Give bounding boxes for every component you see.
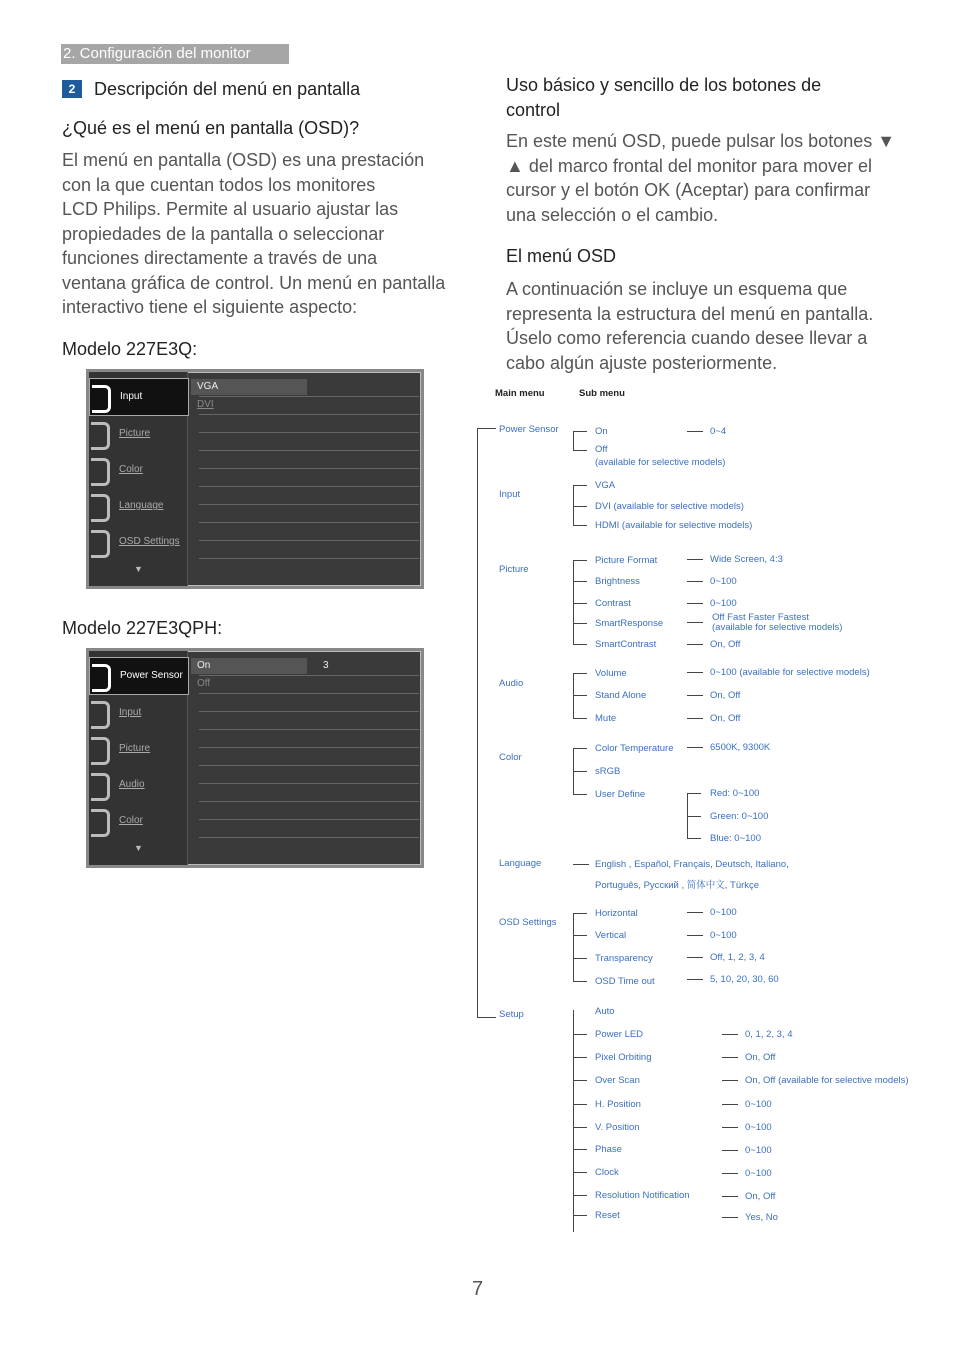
tree-label: 0~100: [745, 1122, 772, 1133]
tree-label: English , Español, Français, Deutsch, Italiano,: [595, 859, 789, 870]
osd-intro-line: interactivo tiene el siguiente aspecto:: [62, 297, 358, 317]
buttons-line: ▲ del marco frontal del monitor para mover el: [506, 155, 872, 176]
tree-branch: [573, 603, 587, 604]
tree-label: 6500K, 9300K: [710, 742, 771, 753]
osd-menu-label: Color: [119, 464, 143, 475]
osd-option-value: 3: [323, 660, 329, 671]
tree-label: VGA: [595, 480, 616, 491]
tree-dash: [687, 957, 703, 958]
tree-label: Color: [499, 752, 522, 763]
tree-label: Blue: 0~100: [710, 833, 761, 844]
tree-dash: [687, 431, 703, 432]
tree-label: Horizontal: [595, 908, 638, 919]
section-title: Descripción del menú en pantalla: [94, 79, 361, 99]
tree-dash: [687, 695, 703, 696]
tree-label: Vertical: [595, 930, 627, 941]
osd-menu-label: Picture: [119, 428, 151, 439]
osd-menu-heading: El menú OSD: [506, 246, 617, 266]
tree-sub-menu-header: Sub menu: [579, 388, 625, 399]
tree-dash: [722, 1217, 738, 1218]
osd-menu-label: Color: [119, 815, 143, 826]
section-number-badge: 2: [62, 80, 82, 98]
tree-label: V. Position: [595, 1122, 640, 1133]
buttons-line: una selección o el cambio.: [506, 204, 719, 225]
buttons-line: En este menú OSD, puede pulsar los botones ▼: [506, 131, 896, 151]
tree-bracket: [573, 913, 574, 981]
tree-main-menu-header: Main menu: [495, 388, 545, 399]
tree-label: 0~100: [745, 1145, 772, 1156]
tree-branch: [573, 913, 587, 914]
tree-branch: [573, 771, 587, 772]
tree-dash: [687, 622, 703, 623]
tree-label: Pixel Orbiting: [595, 1052, 652, 1063]
tree-label: Yes, No: [745, 1212, 778, 1223]
osd-menu-label: Input: [120, 391, 143, 402]
tree-dash: [687, 603, 703, 604]
tree-label: Wide Screen, 4:3: [710, 554, 783, 565]
osd-option-off: Off: [197, 678, 211, 689]
tree-branch: [687, 793, 701, 794]
tree-dash: [687, 672, 703, 673]
tree-branch: [573, 623, 587, 624]
tree-branch: [573, 560, 587, 561]
tree-label: (available for selective models): [595, 457, 726, 468]
tree-label: Over Scan: [595, 1075, 640, 1086]
tree-branch: [573, 431, 587, 432]
tree-label: Contrast: [595, 598, 631, 609]
tree-label: On, Off (available for selective models): [745, 1075, 909, 1086]
tree-label: Off, 1, 2, 3, 4: [710, 952, 765, 963]
tree-branch: [573, 1057, 587, 1058]
tree-label: Português, Русский , 简体中文, Türkçe: [595, 880, 760, 891]
tree-branch: [573, 1149, 587, 1150]
tree-dash: [722, 1196, 738, 1197]
tree-branch: [573, 673, 587, 674]
tree-label: Stand Alone: [595, 690, 647, 701]
tree-label: 0~100 (available for selective models): [710, 667, 870, 678]
tree-label: On, Off: [745, 1052, 776, 1063]
tree-label: 0~4: [710, 426, 727, 437]
tree-label: HDMI (available for selective models): [595, 520, 753, 531]
osd-menu-line: cabo algún ajuste posteriormente.: [506, 352, 778, 373]
tree-label: Picture Format: [595, 555, 658, 566]
tree-label: 0~100: [710, 930, 737, 941]
osd-menu-label: Power Sensor: [120, 670, 183, 681]
tree-label: OSD Settings: [499, 917, 557, 928]
tree-branch: [687, 838, 701, 839]
tree-label: Auto: [595, 1006, 615, 1017]
tree-label: Input: [499, 489, 521, 500]
tree-label: DVI (available for selective models): [595, 501, 744, 512]
osd-intro-line: El menú en pantalla (OSD) es una prestación: [62, 150, 425, 170]
tree-label: SmartContrast: [595, 639, 657, 650]
osd-menu-line: A continuación se incluye un esquema que: [506, 279, 848, 299]
tree-branch: [477, 1017, 496, 1018]
tree-branch: [573, 695, 587, 696]
tree-dash: [722, 1127, 738, 1128]
osd-intro-heading: ¿Qué es el menú en pantalla (OSD)?: [62, 118, 360, 138]
tree-branch: [573, 485, 587, 486]
tree-dash: [722, 1104, 738, 1105]
osd-intro-line: funciones directamente a través de una: [62, 248, 378, 268]
tree-label: User Define: [595, 789, 646, 800]
tree-dash: [687, 747, 703, 748]
tree-label: 0~100: [710, 907, 737, 918]
tree-dash: [687, 581, 703, 582]
tree-label: H. Position: [595, 1099, 641, 1110]
tree-label: Picture: [499, 564, 529, 575]
buttons-heading-line: Uso básico y sencillo de los botones de: [506, 75, 822, 95]
tree-branch: [573, 1080, 587, 1081]
tree-label: 5, 10, 20, 30, 60: [710, 974, 779, 985]
tree-label: On, Off: [710, 690, 741, 701]
tree-dash: [722, 1057, 738, 1058]
tree-label: Green: 0~100: [710, 811, 769, 822]
tree-label: Red: 0~100: [710, 788, 760, 799]
tree-branch: [573, 581, 587, 582]
osd-menu-label: Audio: [119, 779, 145, 790]
tree-branch: [687, 816, 701, 817]
scroll-down-arrow-icon: ▼: [134, 564, 143, 574]
scroll-down-arrow-icon: ▼: [134, 843, 143, 853]
tree-branch: [573, 958, 587, 959]
page-number: 7: [472, 1278, 484, 1300]
tree-label: Power Sensor: [499, 424, 559, 435]
osd-option-dvi: DVI: [197, 399, 214, 410]
tree-label: Resolution Notification: [595, 1190, 690, 1201]
tree-label: 0~100: [745, 1099, 772, 1110]
tree-bracket: [573, 431, 574, 450]
tree-dash: [687, 935, 703, 936]
tree-label: (available for selective models): [712, 622, 843, 633]
tree-label: Volume: [595, 668, 627, 679]
tree-branch: [573, 525, 587, 526]
tree-dash: [687, 559, 703, 560]
tree-label: Reset: [595, 1210, 620, 1221]
tree-label: 0~100: [710, 598, 737, 609]
tree-branch: [573, 794, 587, 795]
tree-label: On, Off: [710, 713, 741, 724]
tree-label: Language: [499, 858, 542, 869]
tree-dash: [722, 1150, 738, 1151]
buttons-line: cursor y el botón OK (Aceptar) para confirmar: [506, 180, 871, 200]
tree-branch: [573, 506, 587, 507]
osd-menu-label: Picture: [119, 743, 151, 754]
tree-dash: [687, 979, 703, 980]
tree-branch: [573, 1215, 587, 1216]
tree-label: Power LED: [595, 1029, 644, 1040]
tree-dash: [722, 1080, 738, 1081]
tree-label: Off: [595, 444, 608, 455]
tree-label: Color Temperature: [595, 743, 674, 754]
tree-label: On, Off: [710, 639, 741, 650]
osd-menu-label: Input: [119, 707, 142, 718]
tree-label: On, Off: [745, 1191, 776, 1202]
tree-label: Clock: [595, 1167, 619, 1178]
tree-label: SmartResponse: [595, 618, 664, 629]
tree-bracket: [573, 1010, 574, 1232]
tree-branch: [573, 644, 587, 645]
osd-menu-label: OSD Settings: [119, 536, 180, 547]
tree-branch: [573, 718, 587, 719]
tree-label: OSD Time out: [595, 976, 655, 987]
tree-label: Audio: [499, 678, 524, 689]
tree-label: Mute: [595, 713, 617, 724]
chapter-banner: 2. Configuración del monitor: [61, 44, 289, 64]
tree-label: 0, 1, 2, 3, 4: [745, 1029, 793, 1040]
osd-intro-line: propiedades de la pantalla o seleccionar: [62, 223, 385, 244]
tree-dash: [722, 1034, 738, 1035]
osd-menu-label: Language: [119, 500, 164, 511]
tree-label: Brightness: [595, 576, 640, 587]
tree-label: Off Fast Faster Fastest: [712, 612, 809, 623]
tree-branch: [573, 1195, 587, 1196]
tree-branch: [573, 1034, 587, 1035]
tree-branch: [573, 935, 587, 936]
osd-intro-line: con la que cuentan todos los monitores: [62, 174, 376, 195]
tree-label: Transparency: [595, 953, 653, 964]
osd-menu-line: representa la estructura del menú en pantalla.: [506, 303, 874, 324]
osd-option-on: On: [197, 660, 211, 671]
tree-label: Setup: [499, 1009, 524, 1020]
model1-label: Modelo 227E3Q:: [62, 339, 198, 359]
tree-branch: [573, 981, 587, 982]
tree-branch: [573, 1127, 587, 1128]
model2-label: Modelo 227E3QPH:: [62, 618, 223, 638]
tree-branch: [573, 1104, 587, 1105]
tree-branch: [573, 748, 587, 749]
tree-label: On: [595, 426, 608, 437]
tree-branch: [573, 1172, 587, 1173]
tree-trunk: [477, 428, 478, 1018]
tree-dash: [722, 1173, 738, 1174]
tree-label: 0~100: [745, 1168, 772, 1179]
osd-option-vga: VGA: [197, 381, 219, 392]
tree-dash: [573, 864, 589, 865]
buttons-heading-line: control: [506, 100, 561, 120]
tree-dash: [687, 912, 703, 913]
tree-branch: [573, 450, 587, 451]
osd-intro-line: ventana gráfica de control. Un menú en pantalla: [62, 272, 446, 293]
osd-menu-line: Úselo como referencia cuando desee llevar a: [506, 328, 868, 348]
tree-label: 0~100: [710, 576, 737, 587]
tree-dash: [687, 718, 703, 719]
osd-intro-line: LCD Philips. Permite al usuario ajustar las: [62, 199, 399, 219]
tree-label: sRGB: [595, 766, 621, 777]
tree-branch: [477, 428, 496, 429]
tree-label: Phase: [595, 1144, 622, 1155]
tree-dash: [687, 644, 703, 645]
